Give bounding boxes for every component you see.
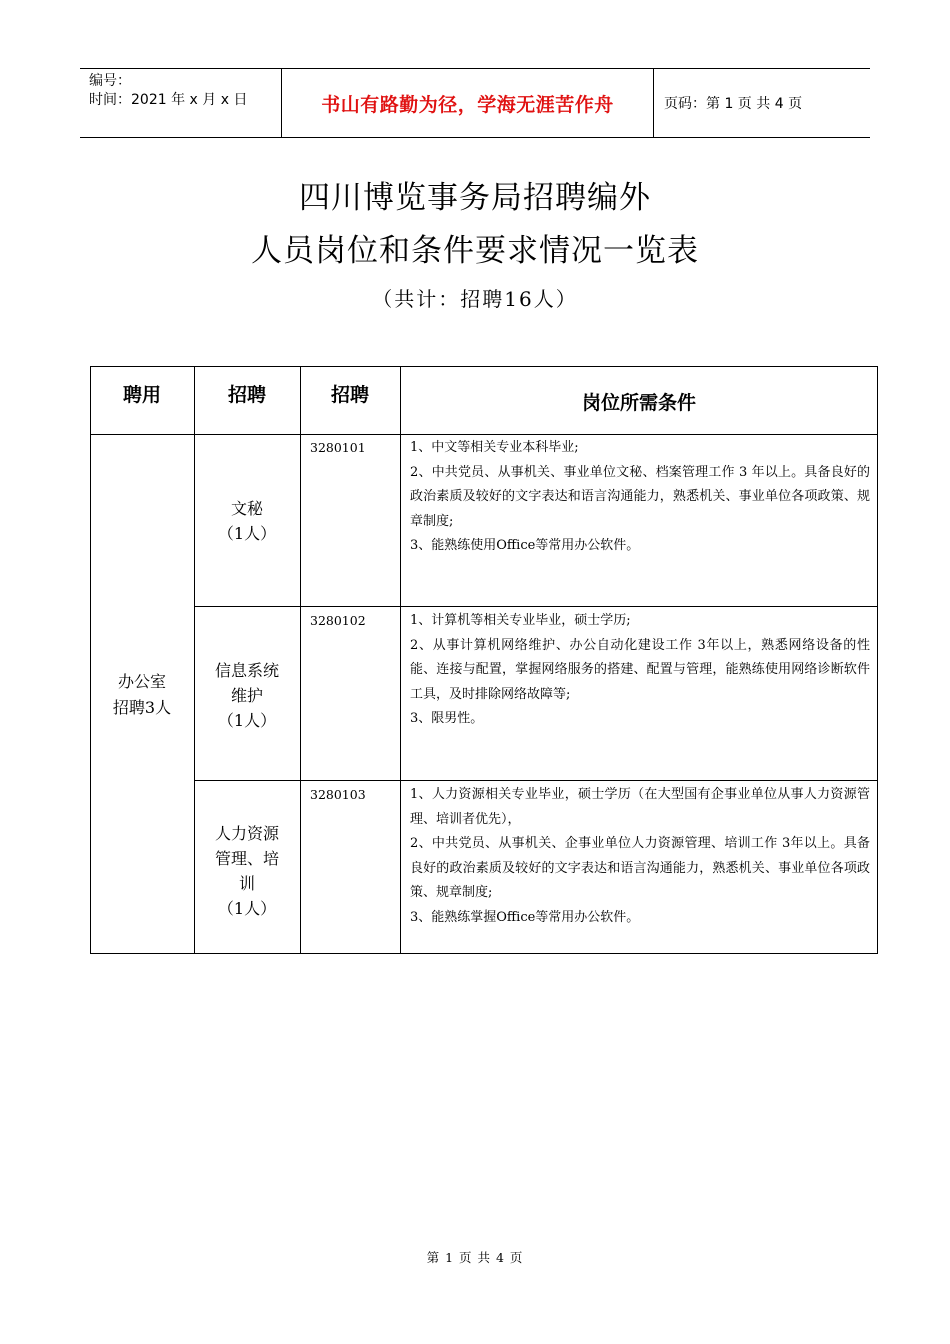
header-position: 招聘 [227,384,266,406]
header-requirements: 岗位所需条件 [581,392,696,414]
header-employer: 聘用 [122,384,161,406]
requirement-item: 2、中共党员、从事机关、企事业单位人力资源管理、培训工作 3年以上。具备良好的政治素质及较好的文字表达和语言沟通能力，熟悉机关、事业单位各项政策、规章制度; [410,836,870,900]
header-motto-cell [281,69,654,137]
department-quota: 招聘3人 [112,698,172,717]
position-name: 人力资源 [214,824,279,843]
position-cell-secretary [194,496,300,546]
doc-title-line2: 人员岗位和条件要求情况一览表 [251,233,699,269]
positions-table [90,366,878,954]
position-name: 训 [238,874,255,893]
requirement-item: 1、计算机等相关专业毕业，硕士学历; [410,613,631,628]
requirements-cell [400,436,878,559]
department-cell [90,669,194,721]
doc-time-label: 时间：2021 年 x 月 x 日 [89,92,248,108]
requirement-item: 3、限男性。 [410,711,484,726]
requirement-item: 1、中文等相关专业本科毕业; [410,440,579,455]
position-code: 3280101 [310,440,366,455]
header-page-cell [654,69,870,137]
position-name: 信息系统 [214,661,279,680]
position-cell-hr [194,821,300,921]
header-meta [80,69,281,137]
requirements-cell [400,609,878,732]
header-motto: 书山有路勤为径，学海无涯苦作舟 [321,93,614,116]
position-code: 3280102 [310,613,366,628]
position-name: 管理、培 [214,849,279,868]
position-code: 3280103 [310,787,366,802]
position-quota: （1人） [217,711,277,730]
page-footer: 第 1 页 共 4 页 [426,1250,524,1265]
department-name: 办公室 [117,672,166,691]
document-header [80,68,870,138]
position-quota: （1人） [217,899,277,918]
doc-number-label: 编号： [89,73,131,89]
requirement-item: 3、能熟练使用Office等常用办公软件。 [410,538,640,553]
header-code: 招聘 [330,384,369,406]
requirement-item: 2、中共党员、从事机关、事业单位文秘、档案管理工作 3 年以上。具备良好的政治素质及较好的文字表达和语言沟通能力，熟悉机关、事业单位各项政策、规章制度; [410,464,870,529]
position-quota: （1人） [217,524,277,543]
requirements-cell [400,783,878,930]
position-name: 维护 [230,686,263,705]
requirement-item: 1、人力资源相关专业毕业，硕士学历（在大型国有企事业单位从事人力资源管理、培训者优先）， [410,787,870,827]
header-page-label: 页码：第 1 页 共 4 页 [664,96,803,112]
position-cell-it-maintenance [194,658,300,733]
doc-title-line1: 四川博览事务局招聘编外 [299,180,651,216]
position-name: 文秘 [230,499,263,518]
requirement-item: 2、从事计算机网络维护、办公自动化建设工作 3年以上，熟悉网络设备的性能、连接与配置，掌握网络服务的搭建、配置与管理，能熟练使用网络诊断软件工具，及时排除网络故障等; [410,637,870,702]
doc-subtitle: （共计：招聘16人） [372,287,578,311]
requirement-item: 3、能熟练掌握Office等常用办公软件。 [410,909,640,925]
